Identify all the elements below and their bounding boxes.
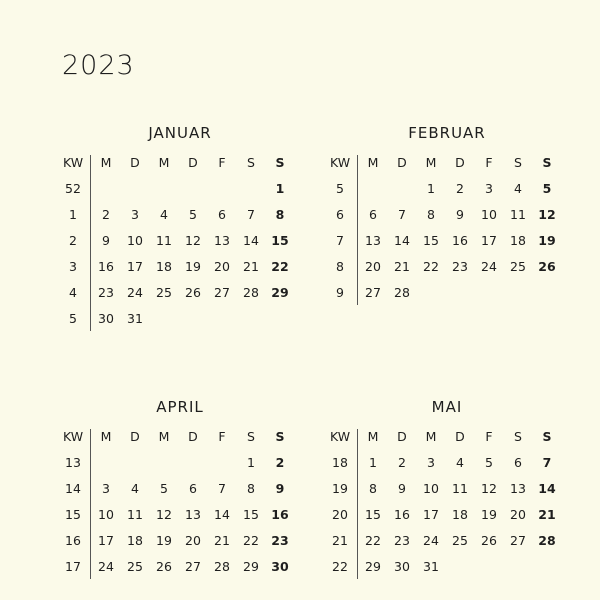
month-title: MAI	[431, 398, 463, 416]
day-cell[interactable]: 15	[423, 233, 439, 248]
weekday-header: F	[485, 429, 493, 444]
week-number: 5	[336, 181, 344, 196]
day-cell[interactable]: 14	[538, 481, 556, 496]
day-cell[interactable]: 2	[102, 207, 110, 222]
month-title: JANUAR	[148, 124, 212, 142]
day-cell[interactable]: 25	[452, 533, 468, 548]
weekday-header: S	[542, 155, 552, 170]
day-cell	[180, 309, 206, 329]
weekday-header: F	[485, 155, 493, 170]
day-cell[interactable]: 6	[189, 481, 197, 496]
week-number: 17	[65, 559, 81, 574]
day-cell[interactable]: 17	[98, 533, 114, 548]
day-cell[interactable]: 26	[481, 533, 497, 548]
day-cell[interactable]: 8	[247, 481, 255, 496]
day-cell[interactable]: 4	[456, 455, 464, 470]
day-cell[interactable]: 12	[185, 233, 201, 248]
day-cell[interactable]: 5	[542, 181, 552, 196]
day-cell	[505, 557, 531, 577]
day-cell[interactable]: 7	[542, 455, 552, 470]
day-cell[interactable]: 22	[271, 259, 289, 274]
week-number: 21	[332, 533, 348, 548]
day-cell[interactable]: 20	[510, 507, 526, 522]
day-cell[interactable]: 30	[394, 559, 410, 574]
day-cell[interactable]: 26	[538, 259, 556, 274]
day-cell[interactable]: 28	[394, 285, 410, 300]
day-cell[interactable]: 1	[247, 455, 255, 470]
day-cell	[267, 309, 293, 329]
weekday-header: D	[455, 429, 465, 444]
day-cell[interactable]: 19	[185, 259, 201, 274]
day-cell[interactable]: 26	[185, 285, 201, 300]
day-cell[interactable]: 15	[243, 507, 259, 522]
day-cell[interactable]: 23	[98, 285, 114, 300]
day-cell[interactable]: 29	[271, 285, 289, 300]
day-cell[interactable]: 7	[247, 207, 255, 222]
day-cell	[151, 453, 177, 473]
day-cell	[447, 283, 473, 303]
day-cell[interactable]: 6	[514, 455, 522, 470]
weekday-header: S	[247, 155, 255, 170]
day-cell[interactable]: 20	[214, 259, 230, 274]
day-cell[interactable]: 17	[481, 233, 497, 248]
day-cell	[209, 453, 235, 473]
day-cell[interactable]: 13	[365, 233, 381, 248]
day-cell	[180, 179, 206, 199]
day-cell	[151, 179, 177, 199]
day-cell[interactable]: 5	[189, 207, 197, 222]
day-cell[interactable]: 17	[423, 507, 439, 522]
day-cell[interactable]: 27	[510, 533, 526, 548]
weekday-header: M	[158, 155, 170, 170]
day-cell[interactable]: 6	[369, 207, 377, 222]
weekday-header: F	[218, 155, 226, 170]
day-cell[interactable]: 18	[452, 507, 468, 522]
weekday-header: D	[188, 429, 198, 444]
week-header: KW	[62, 155, 84, 170]
week-number: 3	[69, 259, 77, 274]
day-cell	[238, 179, 264, 199]
weekday-header: S	[542, 429, 552, 444]
day-cell[interactable]: 11	[156, 233, 172, 248]
weekday-header: D	[130, 429, 140, 444]
day-cell[interactable]: 1	[427, 181, 435, 196]
weekday-header: D	[130, 155, 140, 170]
day-cell[interactable]: 18	[127, 533, 143, 548]
day-cell[interactable]: 31	[423, 559, 439, 574]
day-cell[interactable]: 26	[156, 559, 172, 574]
week-number: 7	[336, 233, 344, 248]
weekday-header: D	[188, 155, 198, 170]
day-cell[interactable]: 16	[98, 259, 114, 274]
week-header: KW	[62, 429, 84, 444]
day-cell	[476, 557, 502, 577]
day-cell[interactable]: 18	[156, 259, 172, 274]
day-cell[interactable]: 25	[127, 559, 143, 574]
day-cell[interactable]: 1	[369, 455, 377, 470]
day-cell[interactable]: 27	[185, 559, 201, 574]
week-number: 18	[332, 455, 348, 470]
day-cell[interactable]: 23	[271, 533, 289, 548]
week-number: 8	[336, 259, 344, 274]
day-cell[interactable]: 28	[538, 533, 556, 548]
day-cell[interactable]: 11	[452, 481, 468, 496]
week-number: 6	[336, 207, 344, 222]
day-cell[interactable]: 14	[243, 233, 259, 248]
day-cell[interactable]: 12	[481, 481, 497, 496]
week-number: 14	[65, 481, 81, 496]
day-cell	[534, 557, 560, 577]
week-number: 16	[65, 533, 81, 548]
day-cell	[505, 283, 531, 303]
day-cell[interactable]: 5	[485, 455, 493, 470]
week-number: 5	[69, 311, 77, 326]
day-cell[interactable]: 21	[243, 259, 259, 274]
week-number: 19	[332, 481, 348, 496]
weekday-header: D	[397, 429, 407, 444]
day-cell[interactable]: 4	[514, 181, 522, 196]
day-cell[interactable]: 4	[131, 481, 139, 496]
day-cell[interactable]: 21	[538, 507, 556, 522]
day-cell[interactable]: 13	[214, 233, 230, 248]
day-cell	[151, 309, 177, 329]
day-cell[interactable]: 22	[365, 533, 381, 548]
day-cell	[534, 283, 560, 303]
day-cell[interactable]: 14	[394, 233, 410, 248]
day-cell[interactable]: 6	[218, 207, 226, 222]
day-cell[interactable]: 17	[127, 259, 143, 274]
day-cell[interactable]: 9	[398, 481, 406, 496]
weekday-header: S	[247, 429, 255, 444]
day-cell[interactable]: 13	[185, 507, 201, 522]
day-cell[interactable]: 3	[427, 455, 435, 470]
year-title: 2023	[62, 50, 135, 81]
day-cell[interactable]: 8	[369, 481, 377, 496]
weekday-header: S	[514, 155, 522, 170]
day-cell[interactable]: 29	[365, 559, 381, 574]
day-cell[interactable]: 11	[127, 507, 143, 522]
day-cell	[180, 453, 206, 473]
day-cell[interactable]: 10	[481, 207, 497, 222]
day-cell[interactable]: 22	[423, 259, 439, 274]
day-cell[interactable]: 28	[243, 285, 259, 300]
week-column-divider	[357, 429, 358, 579]
day-cell[interactable]: 8	[275, 207, 285, 222]
day-cell[interactable]: 15	[271, 233, 289, 248]
weekday-header: F	[218, 429, 226, 444]
day-cell[interactable]: 1	[275, 181, 285, 196]
day-cell[interactable]: 16	[452, 233, 468, 248]
week-column-divider	[90, 155, 91, 331]
day-cell[interactable]: 12	[156, 507, 172, 522]
week-column-divider	[357, 155, 358, 305]
day-cell[interactable]: 23	[452, 259, 468, 274]
day-cell	[209, 309, 235, 329]
weekday-header: M	[425, 155, 437, 170]
day-cell[interactable]: 9	[275, 481, 285, 496]
week-number: 13	[65, 455, 81, 470]
day-cell[interactable]: 30	[98, 311, 114, 326]
day-cell	[93, 453, 119, 473]
weekday-header: M	[100, 155, 112, 170]
day-cell[interactable]: 20	[185, 533, 201, 548]
day-cell[interactable]: 10	[127, 233, 143, 248]
day-cell[interactable]: 14	[214, 507, 230, 522]
weekday-header: S	[275, 429, 285, 444]
day-cell[interactable]: 3	[485, 181, 493, 196]
day-cell	[418, 283, 444, 303]
weekday-header: M	[425, 429, 437, 444]
week-number: 52	[65, 181, 81, 196]
day-cell[interactable]: 2	[275, 455, 285, 470]
day-cell[interactable]: 21	[214, 533, 230, 548]
day-cell[interactable]: 23	[394, 533, 410, 548]
weekday-header: M	[367, 429, 379, 444]
day-cell[interactable]: 21	[394, 259, 410, 274]
day-cell[interactable]: 20	[365, 259, 381, 274]
week-header: KW	[329, 429, 351, 444]
day-cell[interactable]: 3	[131, 207, 139, 222]
day-cell[interactable]: 8	[427, 207, 435, 222]
week-column-divider	[90, 429, 91, 579]
day-cell[interactable]: 25	[510, 259, 526, 274]
day-cell[interactable]: 19	[538, 233, 556, 248]
day-cell[interactable]: 27	[214, 285, 230, 300]
day-cell	[122, 179, 148, 199]
weekday-header: M	[367, 155, 379, 170]
day-cell[interactable]: 7	[398, 207, 406, 222]
day-cell[interactable]: 24	[423, 533, 439, 548]
day-cell[interactable]: 7	[218, 481, 226, 496]
day-cell[interactable]: 22	[243, 533, 259, 548]
month-title: APRIL	[156, 398, 204, 416]
day-cell[interactable]: 12	[538, 207, 556, 222]
day-cell[interactable]: 30	[271, 559, 289, 574]
day-cell[interactable]: 13	[510, 481, 526, 496]
day-cell[interactable]: 31	[127, 311, 143, 326]
day-cell[interactable]: 19	[481, 507, 497, 522]
day-cell	[209, 179, 235, 199]
day-cell[interactable]: 18	[510, 233, 526, 248]
month-title: FEBRUAR	[408, 124, 486, 142]
day-cell[interactable]: 2	[456, 181, 464, 196]
day-cell[interactable]: 25	[156, 285, 172, 300]
day-cell[interactable]: 24	[481, 259, 497, 274]
day-cell[interactable]: 16	[394, 507, 410, 522]
week-number: 22	[332, 559, 348, 574]
day-cell	[93, 179, 119, 199]
day-cell[interactable]: 28	[214, 559, 230, 574]
day-cell	[476, 283, 502, 303]
day-cell[interactable]: 16	[271, 507, 289, 522]
weekday-header: S	[514, 429, 522, 444]
day-cell	[238, 309, 264, 329]
day-cell[interactable]: 11	[510, 207, 526, 222]
week-number: 20	[332, 507, 348, 522]
weekday-header: D	[455, 155, 465, 170]
week-number: 9	[336, 285, 344, 300]
day-cell	[447, 557, 473, 577]
day-cell[interactable]: 2	[398, 455, 406, 470]
weekday-header: M	[100, 429, 112, 444]
day-cell[interactable]: 29	[243, 559, 259, 574]
weekday-header: M	[158, 429, 170, 444]
day-cell[interactable]: 24	[98, 559, 114, 574]
day-cell[interactable]: 27	[365, 285, 381, 300]
day-cell[interactable]: 5	[160, 481, 168, 496]
week-number: 2	[69, 233, 77, 248]
day-cell[interactable]: 15	[365, 507, 381, 522]
day-cell[interactable]: 24	[127, 285, 143, 300]
weekday-header: S	[275, 155, 285, 170]
week-number: 4	[69, 285, 77, 300]
day-cell[interactable]: 10	[98, 507, 114, 522]
day-cell[interactable]: 19	[156, 533, 172, 548]
day-cell	[122, 453, 148, 473]
week-header: KW	[329, 155, 351, 170]
day-cell	[360, 179, 386, 199]
weekday-header: D	[397, 155, 407, 170]
day-cell[interactable]: 3	[102, 481, 110, 496]
day-cell[interactable]: 9	[456, 207, 464, 222]
day-cell[interactable]: 10	[423, 481, 439, 496]
week-number: 15	[65, 507, 81, 522]
day-cell	[389, 179, 415, 199]
day-cell[interactable]: 4	[160, 207, 168, 222]
day-cell[interactable]: 9	[102, 233, 110, 248]
week-number: 1	[69, 207, 77, 222]
